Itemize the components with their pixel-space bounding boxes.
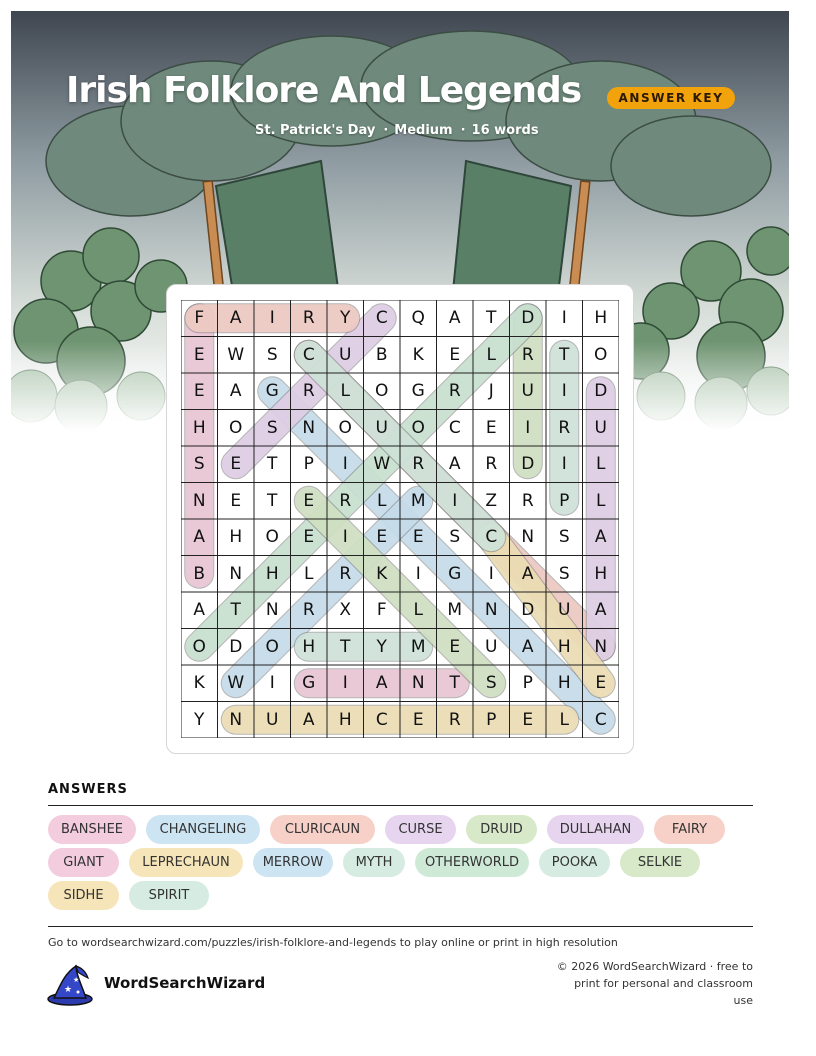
grid-cell[interactable]: T bbox=[230, 600, 241, 620]
grid-cell[interactable]: H bbox=[265, 563, 279, 584]
grid-cell[interactable]: D bbox=[521, 600, 535, 620]
grid-cell[interactable]: C bbox=[302, 344, 315, 365]
difficulty-label: Medium bbox=[394, 123, 453, 138]
answer-chip-cluricaun: CLURICAUN bbox=[270, 815, 375, 844]
grid-cell[interactable]: N bbox=[302, 417, 316, 438]
grid-cell[interactable]: F bbox=[194, 308, 205, 328]
answer-chip-changeling: CHANGELING bbox=[146, 815, 260, 844]
grid-cell[interactable]: A bbox=[302, 709, 315, 730]
grid-cell[interactable]: A bbox=[521, 636, 534, 657]
word-count-label: 16 words bbox=[471, 123, 539, 138]
grid-cell[interactable]: I bbox=[561, 308, 567, 328]
grid-cell[interactable]: R bbox=[302, 308, 315, 328]
grid-cell[interactable]: S bbox=[266, 344, 278, 365]
grid-cell[interactable]: R bbox=[485, 454, 498, 474]
grid-cell[interactable]: O bbox=[265, 636, 279, 657]
grid-cell[interactable]: C bbox=[485, 527, 498, 547]
grid-cell[interactable]: B bbox=[375, 344, 388, 365]
grid-cell[interactable]: R bbox=[339, 563, 352, 584]
word-search-grid[interactable] bbox=[181, 300, 619, 738]
grid-cell[interactable]: E bbox=[303, 527, 315, 547]
grid-cell[interactable]: I bbox=[415, 563, 421, 584]
separator-dot: · bbox=[383, 123, 389, 138]
grid-cell[interactable]: Y bbox=[376, 636, 387, 657]
grid-cell[interactable]: L bbox=[596, 454, 606, 474]
grid-cell[interactable]: I bbox=[342, 527, 348, 547]
grid-cell[interactable]: H bbox=[557, 673, 571, 693]
grid-cell[interactable]: S bbox=[485, 673, 497, 693]
grid-cell[interactable]: A bbox=[229, 381, 242, 401]
grid-cell[interactable]: L bbox=[596, 490, 606, 511]
grid-cell[interactable]: Y bbox=[340, 308, 351, 328]
grid-cell[interactable]: R bbox=[521, 490, 534, 511]
grid-cell[interactable]: I bbox=[525, 417, 531, 438]
answer-chip-selkie: SELKIE bbox=[620, 848, 700, 877]
grid-cell[interactable]: H bbox=[338, 709, 352, 730]
grid-cell[interactable]: A bbox=[229, 308, 242, 328]
grid-cell[interactable]: H bbox=[302, 636, 316, 657]
answer-chip-leprechaun: LEPRECHAUN bbox=[129, 848, 243, 877]
grid-cell[interactable]: J bbox=[488, 381, 494, 401]
grid-cell[interactable]: E bbox=[449, 636, 461, 657]
grid-cell[interactable]: K bbox=[412, 344, 424, 365]
grid-cell[interactable]: A bbox=[193, 527, 206, 547]
grid-cell[interactable]: N bbox=[229, 563, 243, 584]
grid-cell[interactable]: A bbox=[521, 563, 534, 584]
grid-cell[interactable]: I bbox=[561, 381, 567, 401]
grid-cell[interactable]: N bbox=[229, 709, 243, 730]
grid-cell[interactable]: N bbox=[484, 600, 498, 620]
page-title: Irish Folklore And Legends bbox=[66, 70, 582, 111]
grid-cell[interactable]: H bbox=[594, 563, 608, 584]
grid-cell[interactable]: C bbox=[594, 709, 607, 730]
grid-cell[interactable]: T bbox=[486, 308, 497, 328]
grid-cell[interactable]: S bbox=[266, 417, 278, 438]
grid-cell[interactable]: P bbox=[486, 709, 497, 730]
grid-cell[interactable]: L bbox=[304, 563, 314, 584]
answer-chip-myth: MYTH bbox=[343, 848, 405, 877]
grid-cell[interactable]: N bbox=[192, 490, 206, 511]
grid-cell[interactable]: H bbox=[594, 308, 608, 328]
grid-cell[interactable]: B bbox=[193, 563, 206, 584]
grid-cell[interactable]: G bbox=[302, 673, 316, 693]
grid-cell[interactable]: K bbox=[376, 563, 388, 584]
separator-dot: · bbox=[460, 123, 466, 138]
answers-heading: ANSWERS bbox=[48, 782, 128, 797]
grid-cell[interactable]: N bbox=[521, 527, 535, 547]
grid-cell[interactable]: O bbox=[338, 417, 352, 438]
grid-cell[interactable]: N bbox=[594, 636, 608, 657]
grid-cell[interactable]: L bbox=[413, 600, 423, 620]
grid-cell[interactable]: G bbox=[265, 381, 279, 401]
grid-cell[interactable]: L bbox=[559, 709, 569, 730]
grid-cell[interactable]: Y bbox=[194, 709, 205, 730]
answer-chip-spirit: SPIRIT bbox=[129, 881, 209, 910]
grid-cell[interactable]: Q bbox=[411, 308, 425, 328]
grid-cell[interactable]: D bbox=[521, 308, 535, 328]
grid-cell[interactable]: P bbox=[559, 490, 570, 511]
answer-chip-merrow: MERROW bbox=[253, 848, 333, 877]
divider bbox=[48, 926, 753, 927]
answer-chip-pooka: POOKA bbox=[539, 848, 610, 877]
grid-cell[interactable]: C bbox=[448, 417, 461, 438]
brand-name: WordSearchWizard bbox=[104, 974, 266, 992]
grid-cell[interactable]: E bbox=[303, 490, 315, 511]
grid-cell[interactable]: O bbox=[229, 417, 243, 438]
grid-cell[interactable]: G bbox=[411, 381, 425, 401]
grid-cell[interactable]: O bbox=[411, 417, 425, 438]
grid-cell[interactable]: A bbox=[594, 600, 607, 620]
grid-cell[interactable]: U bbox=[521, 381, 534, 401]
grid-cell[interactable]: H bbox=[229, 527, 243, 547]
grid-cell[interactable]: I bbox=[452, 490, 458, 511]
grid-cell[interactable]: U bbox=[339, 344, 352, 365]
grid-cell[interactable]: O bbox=[265, 527, 279, 547]
grid-cell[interactable]: E bbox=[230, 490, 242, 511]
grid-cell[interactable]: E bbox=[485, 417, 497, 438]
grid-cell[interactable]: O bbox=[375, 381, 389, 401]
grid-cell[interactable]: U bbox=[375, 417, 388, 438]
grid-cell[interactable]: R bbox=[558, 417, 571, 438]
answer-chip-otherworld: OTHERWORLD bbox=[415, 848, 529, 877]
grid-cell[interactable]: R bbox=[302, 600, 315, 620]
grid-cell[interactable]: E bbox=[522, 709, 534, 730]
grid-cell[interactable]: A bbox=[448, 454, 461, 474]
grid-cell[interactable]: I bbox=[342, 673, 348, 693]
grid-cell[interactable]: M bbox=[410, 490, 426, 511]
grid-cell[interactable]: T bbox=[559, 344, 570, 365]
grid-cell[interactable]: D bbox=[521, 454, 535, 474]
grid-cell[interactable]: K bbox=[193, 673, 205, 693]
grid-cell[interactable]: U bbox=[485, 636, 498, 657]
answer-chip-giant: GIANT bbox=[48, 848, 119, 877]
grid-cell[interactable]: R bbox=[448, 709, 461, 730]
grid-cell[interactable]: N bbox=[265, 600, 279, 620]
grid-cell[interactable]: R bbox=[448, 381, 461, 401]
grid-cell[interactable]: A bbox=[594, 527, 607, 547]
grid-cell[interactable]: E bbox=[412, 709, 424, 730]
grid-cell[interactable]: X bbox=[339, 600, 352, 620]
grid-cell[interactable]: W bbox=[227, 673, 245, 693]
grid-cell[interactable]: E bbox=[193, 381, 205, 401]
grid-cell[interactable]: I bbox=[269, 673, 275, 693]
grid-cell[interactable]: T bbox=[340, 636, 351, 657]
grid-cell[interactable]: T bbox=[267, 490, 278, 511]
grid-cell[interactable]: I bbox=[269, 308, 275, 328]
grid-cell[interactable]: A bbox=[375, 673, 388, 693]
grid-cell[interactable]: T bbox=[449, 673, 460, 693]
grid-cell[interactable]: C bbox=[375, 709, 388, 730]
grid-cell[interactable]: R bbox=[302, 381, 315, 401]
grid-cell[interactable]: I bbox=[342, 454, 348, 474]
grid-cell[interactable]: L bbox=[486, 344, 496, 365]
grid-cell[interactable]: Z bbox=[485, 490, 498, 511]
grid-cell[interactable]: R bbox=[521, 344, 534, 365]
grid-cell[interactable]: U bbox=[558, 600, 571, 620]
grid-cell[interactable]: E bbox=[595, 673, 607, 693]
grid-cell[interactable]: H bbox=[557, 636, 571, 657]
grid-cell[interactable]: H bbox=[192, 417, 206, 438]
grid-cell[interactable]: F bbox=[376, 600, 387, 620]
grid-cell[interactable]: S bbox=[558, 563, 570, 584]
svg-text:★: ★ bbox=[73, 976, 80, 984]
grid-cell[interactable]: T bbox=[267, 454, 278, 474]
grid-cell[interactable]: P bbox=[522, 673, 533, 693]
grid-cell[interactable]: E bbox=[412, 527, 424, 547]
grid-cell[interactable]: E bbox=[376, 527, 388, 547]
grid-cell[interactable]: N bbox=[411, 673, 425, 693]
answer-chip-dullahan: DULLAHAN bbox=[547, 815, 644, 844]
grid-cell[interactable]: U bbox=[594, 417, 607, 438]
grid-cell[interactable]: E bbox=[193, 344, 205, 365]
grid-cell[interactable]: R bbox=[339, 490, 352, 511]
grid-cell[interactable]: O bbox=[192, 636, 206, 657]
divider bbox=[48, 805, 753, 806]
answer-chip-curse: CURSE bbox=[385, 815, 456, 844]
grid-cell[interactable]: E bbox=[449, 344, 461, 365]
grid-cell[interactable]: A bbox=[448, 308, 461, 328]
grid-cell[interactable]: W bbox=[373, 454, 391, 474]
grid-cell[interactable]: M bbox=[447, 600, 463, 620]
grid-cell[interactable]: W bbox=[227, 344, 245, 365]
answer-chip-sidhe: SIDHE bbox=[48, 881, 119, 910]
grid-cell[interactable]: A bbox=[193, 600, 206, 620]
grid-cell[interactable]: M bbox=[410, 636, 426, 657]
grid-cell[interactable]: U bbox=[266, 709, 279, 730]
grid-cell[interactable]: C bbox=[375, 308, 388, 328]
grid-cell[interactable]: E bbox=[230, 454, 242, 474]
grid-cell[interactable]: P bbox=[303, 454, 314, 474]
wizard-hat-logo-icon bbox=[46, 962, 94, 1006]
grid-cell[interactable]: S bbox=[558, 527, 570, 547]
grid-cell[interactable]: G bbox=[448, 563, 462, 584]
answer-chip-druid: DRUID bbox=[466, 815, 537, 844]
copyright-text: © 2026 WordSearchWizard · free to print for personal and classroom use bbox=[556, 960, 753, 1007]
grid-cell[interactable]: S bbox=[449, 527, 461, 547]
grid-cell[interactable]: O bbox=[594, 344, 608, 365]
grid-cell[interactable]: L bbox=[377, 490, 387, 511]
theme-label: St. Patrick's Day bbox=[255, 123, 376, 138]
answer-chip-banshee: BANSHEE bbox=[48, 815, 136, 844]
grid-cell[interactable]: I bbox=[488, 563, 494, 584]
grid-cell[interactable]: D bbox=[594, 381, 608, 401]
footer-link-text[interactable]: Go to wordsearchwizard.com/puzzles/irish-folklore-and-legends to play online or print in high resolution bbox=[48, 936, 618, 949]
grid-cell[interactable]: R bbox=[412, 454, 425, 474]
grid-cell[interactable]: I bbox=[561, 454, 567, 474]
puzzle-meta bbox=[255, 123, 539, 138]
grid-cell[interactable]: S bbox=[193, 454, 205, 474]
grid-cell[interactable]: D bbox=[229, 636, 243, 657]
answer-chip-fairy: FAIRY bbox=[654, 815, 725, 844]
svg-text:★: ★ bbox=[64, 985, 73, 995]
grid-cell[interactable]: L bbox=[340, 381, 350, 401]
answer-key-badge: ANSWER KEY bbox=[607, 87, 735, 109]
